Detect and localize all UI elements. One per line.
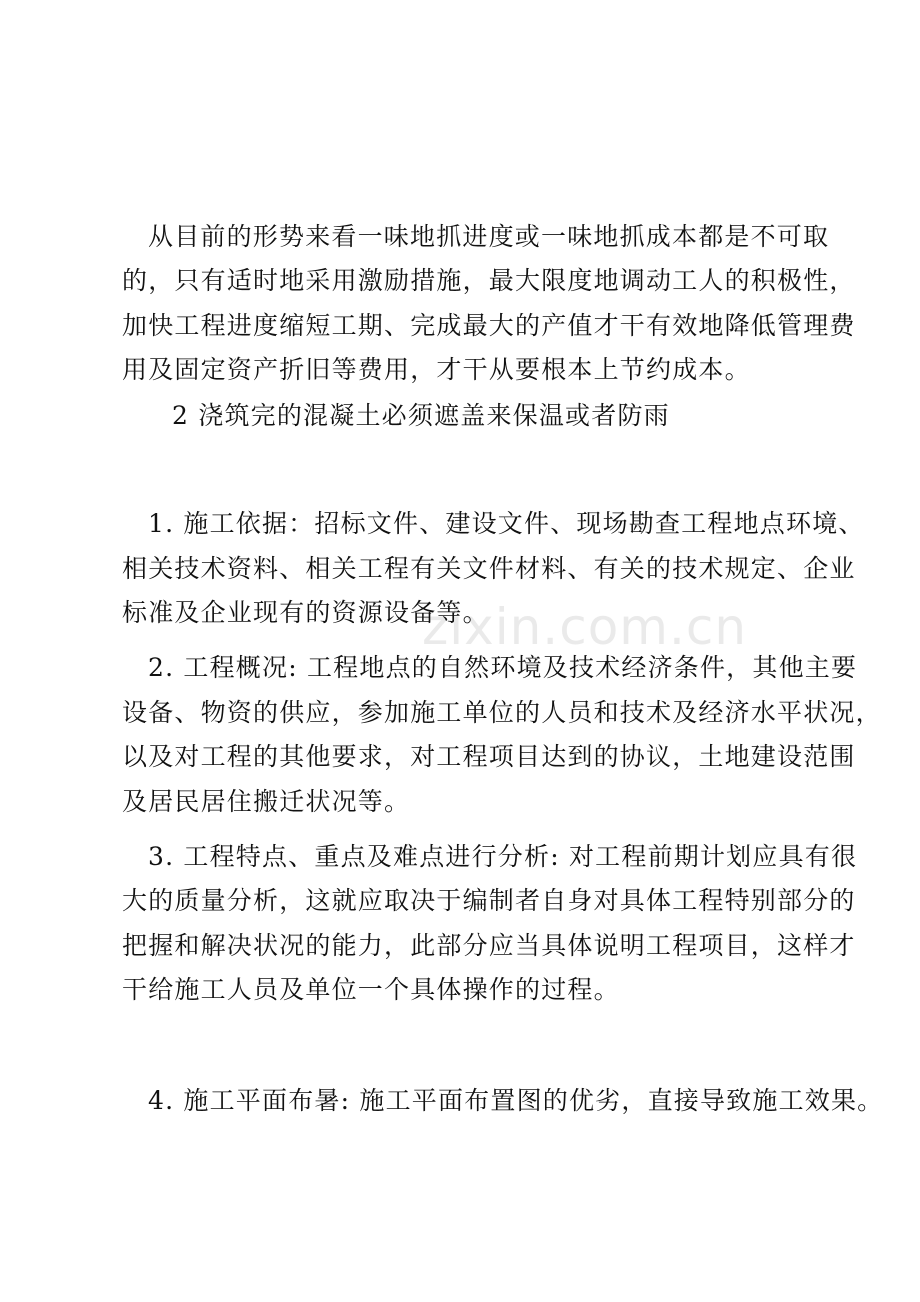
item-3-line-4: 干给施工人员及单位一个具体操作的过程。 bbox=[122, 975, 620, 1004]
item-3-line-2: 大的质量分析，这就应取决于编制者自身对具体工程特别部分的 bbox=[122, 886, 856, 915]
item-1-line-2: 相关技术资料、相关工程有关文件材料、有关的技术规定、企业 bbox=[122, 554, 856, 583]
paragraph-cost-line-3: 加快工程进度缩短工期、完成最大的产值才干有效地降低管理费 bbox=[122, 311, 856, 340]
watermark: zixin.com.cn bbox=[422, 598, 748, 656]
section-heading-2: 2 浇筑完的混凝土必须遮盖来保温或者防雨 bbox=[172, 401, 670, 430]
item-3-line-1: 3. 工程特点、重点及难点进行分析: 对工程前期计划应具有很 bbox=[148, 842, 858, 871]
paragraph-cost-line-1: 从目前的形势来看一味地抓进度或一味地抓成本都是不可取 bbox=[148, 222, 830, 251]
item-2-line-3: 以及对工程的其他要求，对工程项目达到的协议，土地建设范围 bbox=[122, 742, 856, 771]
item-1-line-3: 标准及企业现有的资源设备等。 bbox=[122, 598, 489, 627]
item-2-line-4: 及居民居住搬迁状况等。 bbox=[122, 787, 411, 816]
paragraph-cost-line-2: 的，只有适时地采用激励措施，最大限度地调动工人的积极性， bbox=[122, 266, 856, 295]
item-4-line-1: 4. 施工平面布暑: 施工平面布置图的优劣，直接导致施工效果。 bbox=[148, 1086, 884, 1115]
item-3-line-3: 把握和解决状况的能力，此部分应当具体说明工程项目，这样才 bbox=[122, 931, 856, 960]
item-2-line-1: 2. 工程概况: 工程地点的自然环境及技术经济条件，其他主要 bbox=[148, 653, 858, 682]
item-2-line-2: 设备、物资的供应，参加施工单位的人员和技术及经济水平状况， bbox=[122, 698, 882, 727]
paragraph-cost-line-4: 用及固定资产折旧等费用，才干从要根本上节约成本。 bbox=[122, 355, 751, 384]
item-1-line-1: 1. 施工依据：招标文件、建设文件、现场勘查工程地点环境、 bbox=[148, 509, 865, 538]
